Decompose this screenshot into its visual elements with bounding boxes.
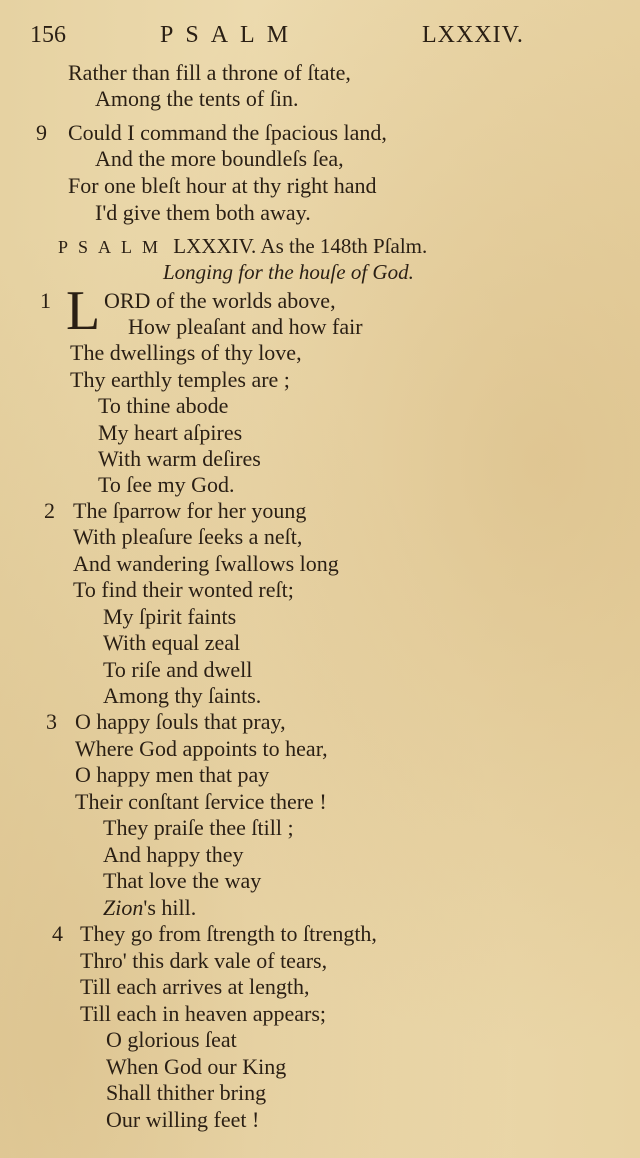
stanza4-line-8: Our willing feet ! bbox=[106, 1107, 260, 1132]
carryover-line-1: Rather than fill a throne of ſtate, bbox=[68, 60, 351, 85]
stanza-number-3: 3 bbox=[46, 709, 57, 734]
page-header bbox=[30, 22, 525, 52]
stanza1-line-6: My heart aſpires bbox=[98, 420, 243, 445]
stanza2-line-8: Among thy ſaints. bbox=[103, 683, 262, 708]
stanza3-line-6: And happy they bbox=[103, 842, 244, 867]
stanza2-line-7: To riſe and dwell bbox=[103, 657, 253, 682]
running-head-number: LXXXIV. bbox=[422, 22, 524, 48]
stanza3-line-5: They praiſe thee ſtill ; bbox=[103, 815, 294, 840]
stanza4-line-2: Thro' this dark vale of tears, bbox=[80, 948, 328, 973]
verse9-line-2: And the more boundleſs ſea, bbox=[95, 146, 344, 171]
psalm-meter: As the 148th Pſalm. bbox=[260, 234, 428, 258]
verse9-line-1: Could I command the ſpacious land, bbox=[68, 120, 387, 145]
stanza3-line-7: That love the way bbox=[103, 868, 262, 893]
stanza-number-1: 1 bbox=[40, 288, 51, 313]
stanza2-line-2: With pleaſure ſeeks a neſt, bbox=[73, 524, 303, 549]
stanza3-line-1: O happy ſouls that pray, bbox=[75, 709, 286, 734]
stanza4-line-3: Till each arrives at length, bbox=[80, 974, 310, 999]
stanza3-line-3: O happy men that pay bbox=[75, 762, 270, 787]
drop-cap-letter: L bbox=[66, 280, 101, 342]
psalm-title bbox=[58, 234, 427, 259]
stanza2-line-5: My ſpirit faints bbox=[103, 604, 237, 629]
stanza4-line-5: O glorious ſeat bbox=[106, 1027, 237, 1052]
stanza1-line-7: With warm deſires bbox=[98, 446, 261, 471]
verse9-line-3: For one bleſt hour at thy right hand bbox=[68, 173, 377, 198]
stanza2-line-6: With equal zeal bbox=[103, 630, 241, 655]
verse-number-9: 9 bbox=[36, 120, 47, 145]
stanza3-line-2: Where God appoints to hear, bbox=[75, 736, 328, 761]
stanza2-line-3: And wandering ſwallows long bbox=[73, 551, 339, 576]
stanza4-line-4: Till each in heaven appears; bbox=[80, 1001, 326, 1026]
stanza1-line-8: To ſee my God. bbox=[98, 472, 235, 497]
psalm-subtitle: Longing for the houſe of God. bbox=[163, 260, 414, 284]
stanza1-line-4: Thy earthly temples are ; bbox=[70, 367, 290, 392]
stanza1-line-1: ORD of the worlds above, bbox=[104, 288, 336, 313]
stanza-number-2: 2 bbox=[44, 498, 55, 523]
stanza4-line-7: Shall thither bring bbox=[106, 1080, 267, 1105]
zion-line-rest: 's hill. bbox=[143, 895, 197, 920]
zion-italic: Zion bbox=[103, 895, 144, 920]
psalm-title-word: PSALM bbox=[58, 237, 169, 257]
stanza1-line-2: How pleaſant and how fair bbox=[128, 314, 363, 339]
page-number: 156 bbox=[30, 22, 66, 48]
stanza1-line-3: The dwellings of thy love, bbox=[70, 340, 302, 365]
stanza4-line-1: They go from ſtrength to ſtrength, bbox=[80, 921, 377, 946]
verse9-line-4: I'd give them both away. bbox=[95, 200, 311, 225]
stanza2-line-4: To find their wonted reſt; bbox=[73, 577, 294, 602]
stanza4-line-6: When God our King bbox=[106, 1054, 287, 1079]
psalm-title-number: LXXXIV. bbox=[173, 234, 257, 258]
stanza3-line-8 bbox=[103, 895, 196, 921]
stanza-number-4: 4 bbox=[52, 921, 63, 946]
carryover-line-2: Among the tents of ſin. bbox=[95, 86, 299, 111]
stanza1-line-5: To thine abode bbox=[98, 393, 229, 418]
stanza3-line-4: Their conſtant ſervice there ! bbox=[75, 789, 327, 814]
running-head: PSALM bbox=[160, 22, 301, 48]
stanza2-line-1: The ſparrow for her young bbox=[73, 498, 307, 523]
